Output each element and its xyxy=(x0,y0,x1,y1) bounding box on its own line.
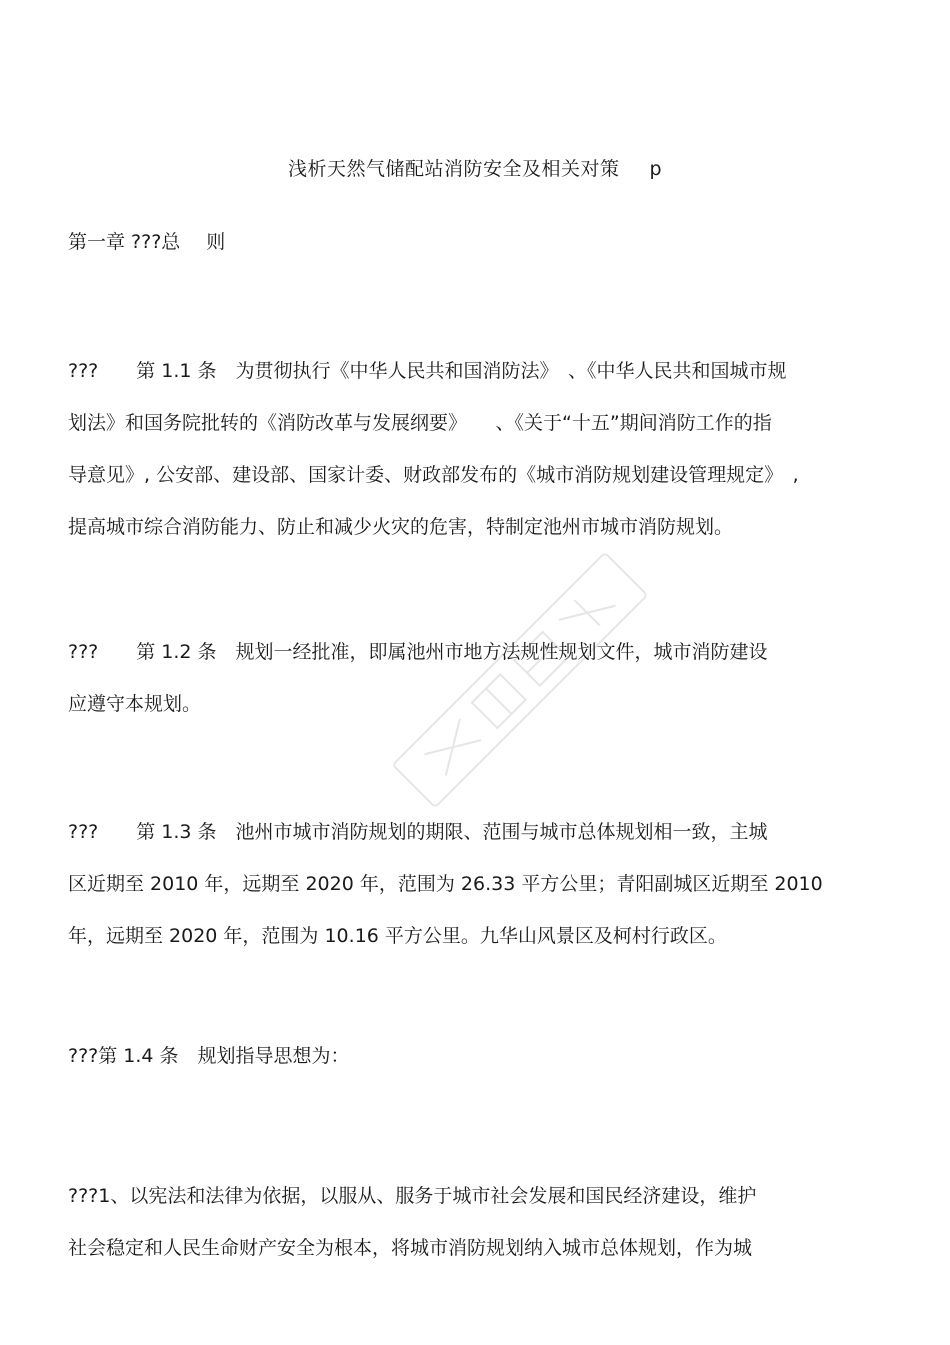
paragraph-line: 导意见》, 公安部、建设部、国家计委、财政部发布的《城市消防规划建设管理规定》 , xyxy=(68,464,799,486)
paragraph-line: 提高城市综合消防能力、防止和减少火灾的危害，特制定池州市城市消防规划。 xyxy=(68,516,734,538)
chapter-prefix: 第一章 ???总 xyxy=(68,231,181,253)
article-1-4-item-1 xyxy=(68,1170,888,1274)
title-suffix: p xyxy=(649,158,663,180)
title-main: 浅析天然气储配站消防安全及相关对策 xyxy=(287,158,620,180)
paragraph-line: 社会稳定和人民生命财产安全为根本，将城市消防规划纳入城市总体规划，作为城 xyxy=(68,1237,753,1259)
paragraph-line: 划法》和国务院批转的《消防改革与发展纲要》 、《关于“十五”期间消防工作的指 xyxy=(68,412,772,434)
article-1-4 xyxy=(68,1030,888,1082)
article-1-2 xyxy=(68,626,888,730)
article-1-1 xyxy=(68,345,888,553)
article-1-3 xyxy=(68,806,888,962)
paragraph-line: ??? 第 1.1 条 为贯彻执行《中华人民共和国消防法》 、《中华人民共和国城市规 xyxy=(68,360,787,382)
paragraph-line: ???1、以宪法和法律为依据，以服从、服务于城市社会发展和国民经济建设，维护 xyxy=(68,1185,757,1207)
paragraph-line: ??? 第 1.3 条 池州市城市消防规划的期限、范围与城市总体规划相一致，主城 xyxy=(68,821,768,843)
chapter-heading xyxy=(68,227,225,254)
paragraph-line: ???第 1.4 条 规划指导思想为： xyxy=(68,1045,350,1067)
paragraph-line: 年，远期至 2020 年，范围为 10.16 平方公里。九华山风景区及柯村行政区。 xyxy=(68,925,727,947)
chapter-suffix: 则 xyxy=(206,231,226,253)
paragraph-line: ??? 第 1.2 条 规划一经批准，即属池州市地方法规性规划文件，城市消防建设 xyxy=(68,641,768,663)
paragraph-line: 应遵守本规划。 xyxy=(68,693,202,715)
document-title xyxy=(0,154,950,181)
paragraph-line: 区近期至 2010 年，远期至 2020 年，范围为 26.33 平方公里；青阳副城区近期至 2010 xyxy=(68,873,823,895)
